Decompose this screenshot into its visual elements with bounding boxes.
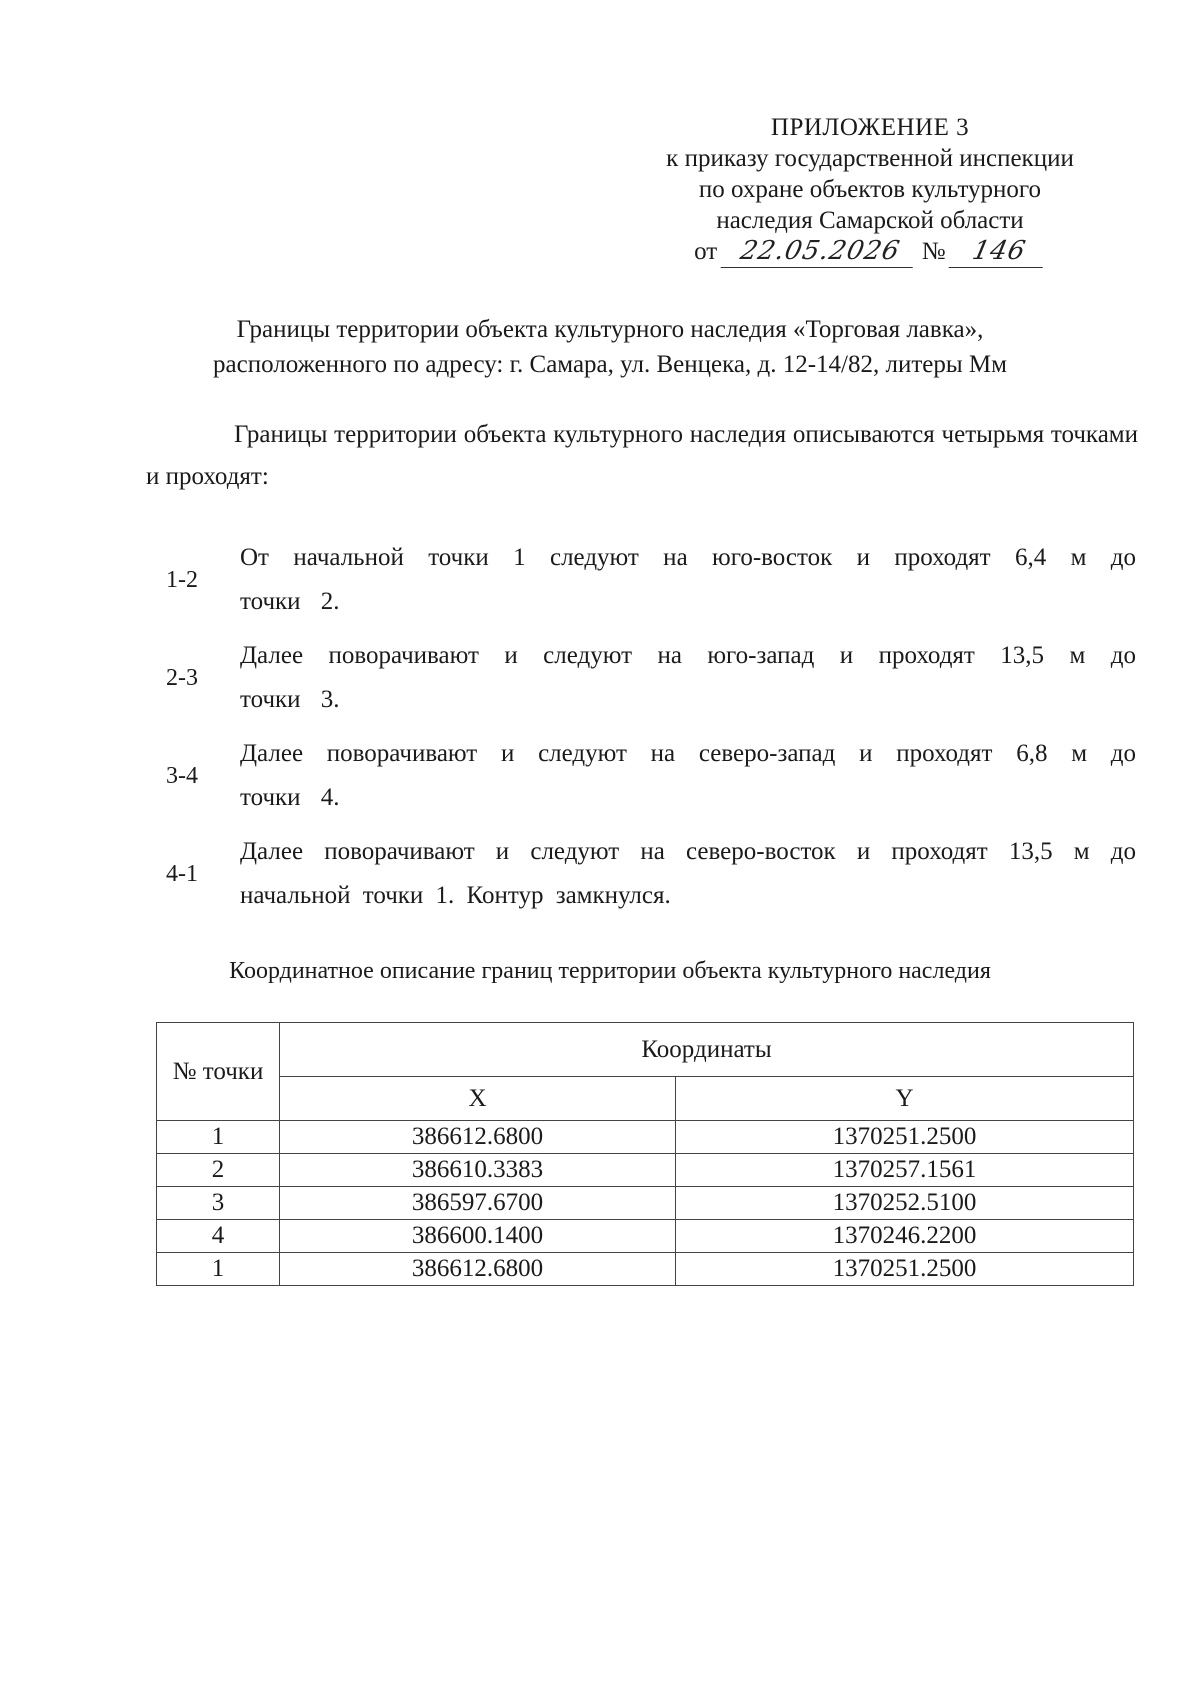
table-row <box>157 1121 1134 1154</box>
coordinates-table <box>156 1022 1134 1286</box>
intro-paragraph: Границы территории объекта культурного наследия описываются четырьмя точками и проходят: <box>146 421 1138 490</box>
segment-1-2 <box>146 536 1136 634</box>
number-label: № <box>921 238 946 265</box>
table-subheader-row <box>157 1077 1134 1121</box>
header-x: X <box>280 1077 676 1121</box>
table-caption: Координатное описание границ территории объекта культурного наследия <box>229 958 991 984</box>
segment-text: Далее поворачивают и следуют на северо-восток и проходят 13,5 м до начальной точки 1. Контур замкнулся. <box>240 838 1136 909</box>
cell-x: 386610.3383 <box>280 1154 676 1187</box>
cell-x: 386600.1400 <box>280 1220 676 1253</box>
cell-y: 1370251.2500 <box>676 1121 1134 1154</box>
cell-y: 1370251.2500 <box>676 1253 1134 1286</box>
segment-3-4 <box>146 732 1136 830</box>
header-y: Y <box>676 1077 1134 1121</box>
appendix-title: ПРИЛОЖЕНИЕ 3 <box>770 114 970 141</box>
handwritten-date: 22.05.2026 <box>720 236 919 268</box>
header-point: № точки <box>157 1023 280 1121</box>
segment-4-1 <box>146 830 1136 928</box>
cell-point: 2 <box>157 1154 280 1187</box>
segment-label: 1-2 <box>166 567 198 593</box>
cell-x: 386597.6700 <box>280 1187 676 1220</box>
cell-point: 1 <box>157 1121 280 1154</box>
cell-y: 1370252.5100 <box>676 1187 1134 1220</box>
handwritten-number: 146 <box>948 236 1049 268</box>
segment-label: 3-4 <box>166 763 198 789</box>
cell-x: 386612.6800 <box>280 1253 676 1286</box>
cell-point: 1 <box>157 1253 280 1286</box>
cell-y: 1370257.1561 <box>676 1154 1134 1187</box>
boundary-segments <box>146 536 1136 928</box>
segment-text: Далее поворачивают и следуют на северо-запад и проходят 6,8 м до точки 4. <box>240 740 1136 811</box>
appendix-line-1: к приказу государственной инспекции <box>666 145 1074 172</box>
table-row <box>157 1220 1134 1253</box>
appendix-date-line <box>600 236 1140 268</box>
header-coordinates: Координаты <box>280 1023 1134 1077</box>
cell-y: 1370246.2200 <box>676 1220 1134 1253</box>
table-row <box>157 1187 1134 1220</box>
cell-x: 386612.6800 <box>280 1121 676 1154</box>
appendix-line-3: наследия Самарской области <box>716 207 1024 234</box>
document-heading <box>150 312 1070 382</box>
appendix-block <box>600 112 1140 268</box>
segment-text: От начальной точки 1 следуют на юго-восток и проходят 6,4 м до точки 2. <box>240 544 1136 615</box>
cell-point: 4 <box>157 1220 280 1253</box>
heading-line-1: Границы территории объекта культурного наследия «Торговая лавка», <box>236 316 984 343</box>
table-header-row <box>157 1023 1134 1077</box>
from-label: от <box>694 238 718 265</box>
segment-label: 2-3 <box>166 665 198 691</box>
cell-point: 3 <box>157 1187 280 1220</box>
appendix-line-2: по охране объектов культурного <box>698 176 1042 203</box>
table-row <box>157 1154 1134 1187</box>
segment-label: 4-1 <box>166 861 198 887</box>
heading-line-2: расположенного по адресу: г. Самара, ул. Венцека, д. 12-14/82, литеры Мм <box>213 351 1007 378</box>
segment-text: Далее поворачивают и следуют на юго-запад и проходят 13,5 м до точки 3. <box>240 642 1136 713</box>
segment-2-3 <box>146 634 1136 732</box>
table-row <box>157 1253 1134 1286</box>
